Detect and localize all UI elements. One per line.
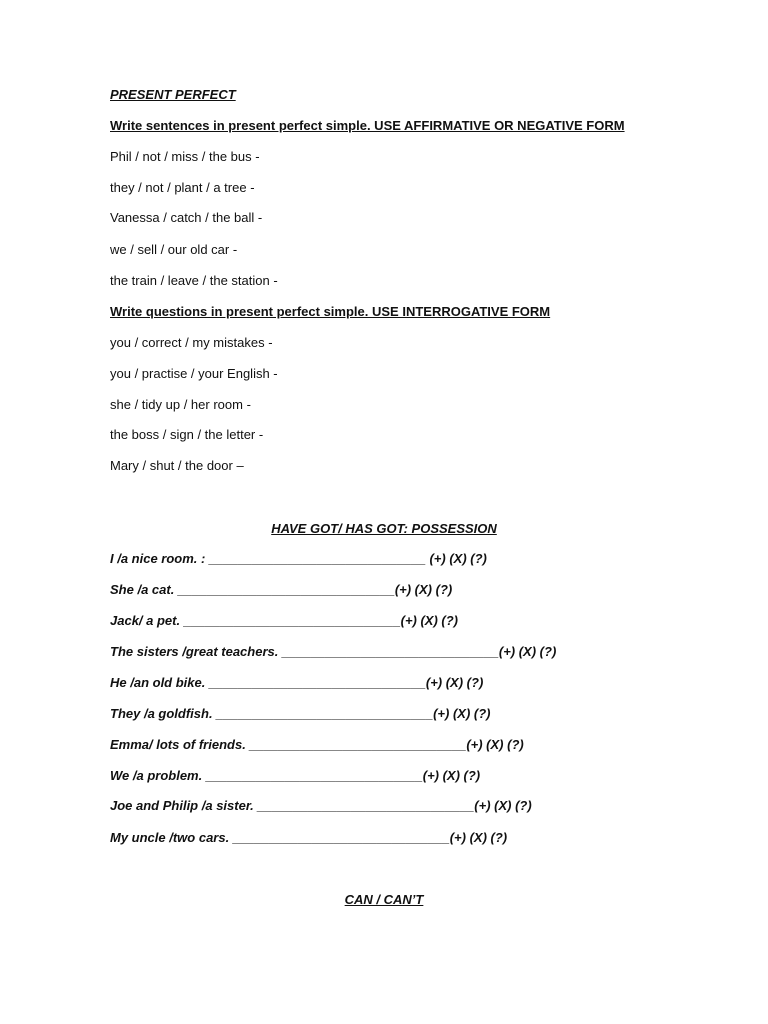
fill-in-item: The sisters /great teachers. ______________________________(+) (X) (?) <box>110 644 557 659</box>
exercise-item: we / sell / our old car - <box>110 242 238 257</box>
instruction-affirmative-negative: Write sentences in present perfect simple. USE AFFIRMATIVE OR NEGATIVE FORM <box>110 118 625 133</box>
section-title-have-got: HAVE GOT/ HAS GOT: POSSESSION <box>271 521 497 536</box>
fill-in-item: He /an old bike. ______________________________(+) (X) (?) <box>110 675 484 690</box>
fill-in-item: My uncle /two cars. ______________________________(+) (X) (?) <box>110 830 508 845</box>
fill-in-item: She /a cat. ______________________________(+) (X) (?) <box>110 582 453 597</box>
exercise-item: you / practise / your English - <box>110 366 278 381</box>
exercise-item: the train / leave / the station - <box>110 273 278 288</box>
exercise-item: Phil / not / miss / the bus - <box>110 149 260 164</box>
fill-in-item: Jack/ a pet. ______________________________(+) (X) (?) <box>110 613 459 628</box>
exercise-item: they / not / plant / a tree - <box>110 180 255 195</box>
fill-in-item: We /a problem. ______________________________(+) (X) (?) <box>110 768 481 783</box>
fill-in-item: Joe and Philip /a sister. ______________________________(+) (X) (?) <box>110 798 532 813</box>
exercise-item: she / tidy up / her room - <box>110 397 251 412</box>
exercise-item: Mary / shut / the door – <box>110 458 244 473</box>
instruction-interrogative: Write questions in present perfect simple. USE INTERROGATIVE FORM <box>110 304 551 319</box>
exercise-item: Vanessa / catch / the ball - <box>110 210 263 225</box>
section-title-can-cant: CAN / CAN’T <box>344 892 424 907</box>
exercise-item: the boss / sign / the letter - <box>110 427 264 442</box>
fill-in-item: Emma/ lots of friends. ______________________________(+) (X) (?) <box>110 737 524 752</box>
exercise-item: you / correct / my mistakes - <box>110 335 273 350</box>
fill-in-item: I /a nice room. : ______________________________ (+) (X) (?) <box>110 551 487 566</box>
fill-in-item: They /a goldfish. ______________________________(+) (X) (?) <box>110 706 491 721</box>
section-title-present-perfect: PRESENT PERFECT <box>110 87 236 102</box>
